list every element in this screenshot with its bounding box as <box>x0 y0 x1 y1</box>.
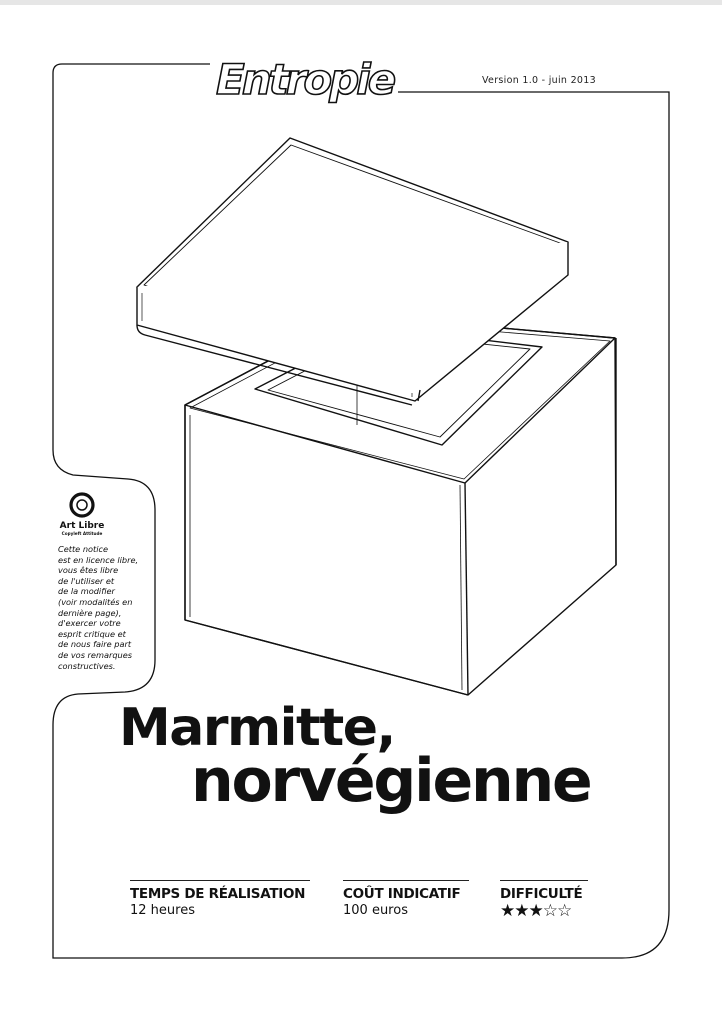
spec-difficulty-label: DIFFICULTÉ <box>500 886 583 902</box>
entropie-logo <box>212 54 400 104</box>
difficulty-stars: ★★★☆☆ <box>500 901 572 921</box>
spec-time-label: TEMPS DE RÉALISATION <box>130 886 306 902</box>
logo-text: Entropie <box>216 55 394 104</box>
title-line-1: Marmitte, <box>119 698 395 758</box>
spec-difficulty <box>500 880 588 920</box>
spec-cost-value: 100 euros <box>343 903 408 918</box>
version-label: Version 1.0 - juin 2013 <box>482 75 596 86</box>
spec-cost-rule <box>343 880 469 881</box>
license-notice <box>58 492 153 671</box>
spec-time-rule <box>130 880 310 881</box>
title-line-2: norvégienne <box>191 746 591 816</box>
art-libre-logo <box>59 492 105 542</box>
spec-cost <box>343 880 469 920</box>
spec-cost-label: COÛT INDICATIF <box>343 886 461 902</box>
license-text: Cette notice est en licence libre, vous êtes libre de l'utiliser et de la modifier (voir modalités en dernière page), d'exercer votre esprit critique et de nous faire part de vos remarques constructives. <box>58 544 139 671</box>
art-libre-subtitle: Copyleft Attitude <box>61 531 103 536</box>
box-illustration <box>120 125 625 700</box>
spec-time <box>130 880 310 920</box>
art-libre-title: Art Libre <box>59 521 105 531</box>
spec-time-value: 12 heures <box>130 903 195 918</box>
spec-difficulty-rule <box>500 880 588 881</box>
